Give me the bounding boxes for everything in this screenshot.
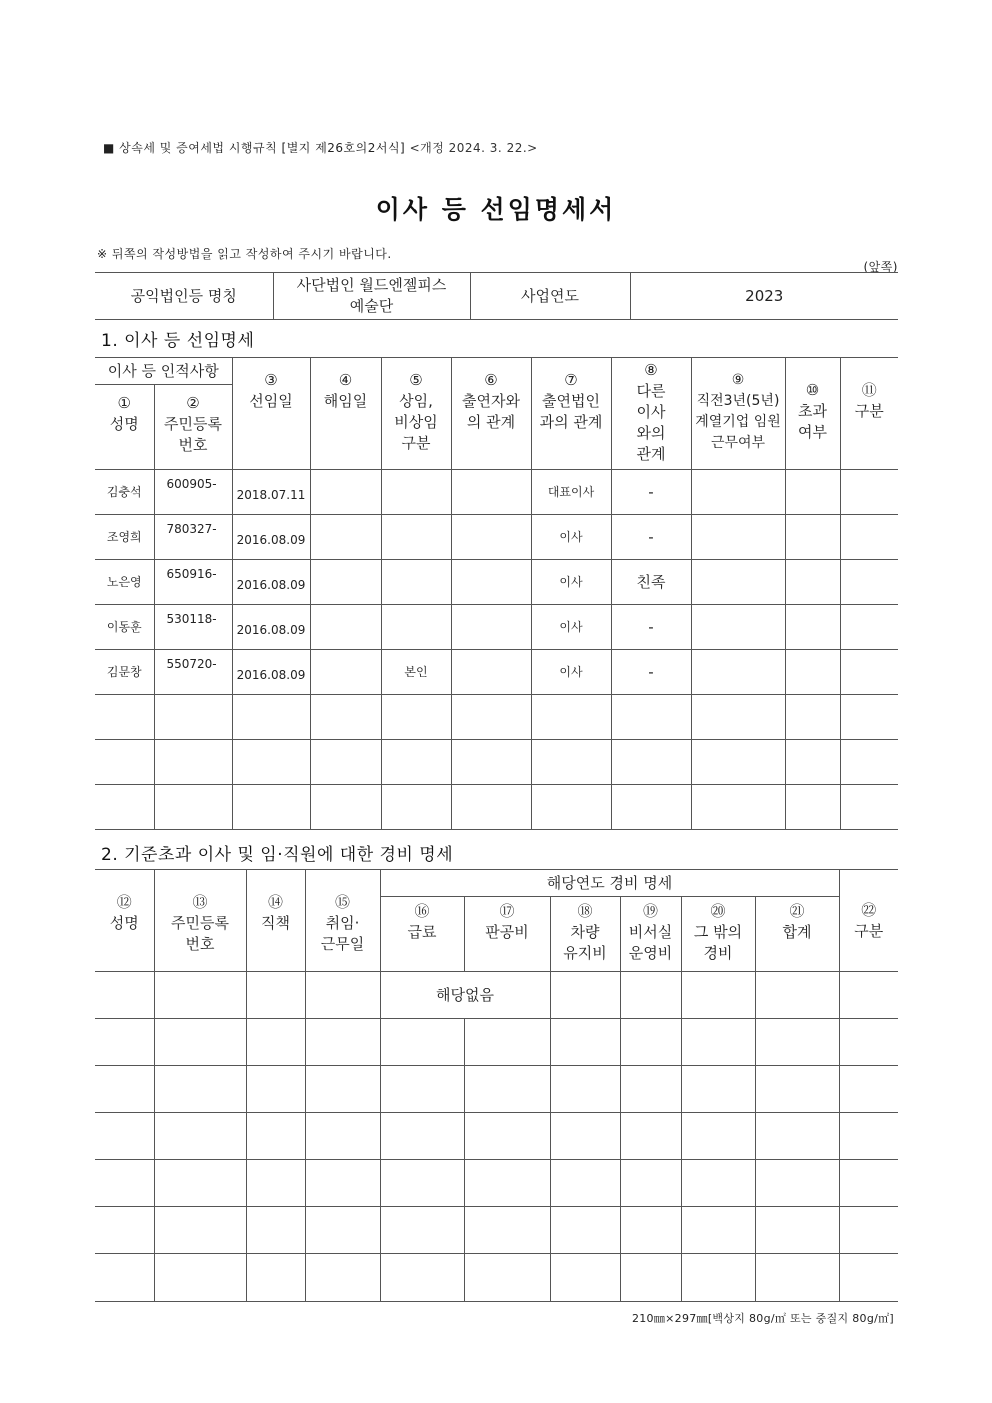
appointed-date: 2016.08.09 — [232, 605, 310, 650]
col-exceed-header: ⑩ 초과 여부 — [785, 358, 840, 470]
no-data-text: 해당없음 — [380, 972, 550, 1019]
director-table — [95, 357, 898, 830]
page-side-label: (앞쪽) — [863, 260, 898, 274]
table-row — [95, 605, 898, 650]
org-info-table — [95, 272, 898, 320]
empty-row — [95, 1066, 898, 1113]
org-name: 사단법인 월드엔젤피스 예술단 — [273, 273, 470, 320]
col-category-header: ⑪ 구분 — [840, 358, 898, 470]
col-name-header: ① 성명 — [95, 385, 154, 470]
director-type — [381, 605, 451, 650]
director-type: 본인 — [381, 650, 451, 695]
col-corp-rel-header: ⑦ 출연법인 과의 관계 — [531, 358, 611, 470]
col-other-rel-header: ⑧ 다른 이사 와의 관계 — [611, 358, 691, 470]
year-label: 사업연도 — [470, 273, 630, 320]
category — [840, 470, 898, 515]
section1-title: 1. 이사 등 선임명세 — [101, 331, 255, 351]
donor-relation — [451, 560, 531, 605]
empty-row — [95, 1113, 898, 1160]
dismissed-date — [310, 650, 381, 695]
expense-table — [95, 869, 898, 1302]
exceed-status — [785, 470, 840, 515]
exceed-status — [785, 560, 840, 605]
exceed-status — [785, 605, 840, 650]
col-tenure-header: ⑮ 취임· 근무일 — [305, 870, 380, 972]
personal-info-header: 이사 등 인적사항 — [95, 358, 232, 385]
other-director-relation: 친족 — [611, 560, 691, 605]
donor-relation — [451, 650, 531, 695]
table-row — [95, 515, 898, 560]
category — [840, 560, 898, 605]
donor-relation — [451, 470, 531, 515]
category — [840, 515, 898, 560]
col-affiliate-header: ⑨ 직전3년(5년) 계열기업 임원 근무여부 — [691, 358, 785, 470]
director-name: 조영희 — [95, 515, 154, 560]
affiliate-status — [691, 470, 785, 515]
other-director-relation: - — [611, 515, 691, 560]
director-name: 김문창 — [95, 650, 154, 695]
director-rrn: 550720- — [154, 650, 232, 695]
dismissed-date — [310, 560, 381, 605]
exceed-status — [785, 515, 840, 560]
empty-row — [95, 785, 898, 830]
dismissed-date — [310, 470, 381, 515]
empty-row — [95, 740, 898, 785]
other-director-relation: - — [611, 605, 691, 650]
corp-relation: 이사 — [531, 605, 611, 650]
col-name-header: ⑫ 성명 — [95, 870, 154, 972]
director-type — [381, 470, 451, 515]
empty-row — [95, 695, 898, 740]
director-name: 이동훈 — [95, 605, 154, 650]
appointed-date: 2018.07.11 — [232, 470, 310, 515]
table-row — [95, 650, 898, 695]
category — [840, 605, 898, 650]
empty-row — [95, 1254, 898, 1302]
appointed-date: 2016.08.09 — [232, 560, 310, 605]
col-secretary-header: ⑲ 비서실 운영비 — [620, 897, 681, 972]
expense-group-header: 해당연도 경비 명세 — [380, 870, 839, 897]
donor-relation — [451, 515, 531, 560]
col-dismissed-header: ④ 해임일 — [310, 358, 381, 470]
appointed-date: 2016.08.09 — [232, 515, 310, 560]
appointed-date: 2016.08.09 — [232, 650, 310, 695]
year-value: 2023 — [630, 273, 898, 320]
director-name: 노은영 — [95, 560, 154, 605]
col-expense-account-header: ⑰ 판공비 — [464, 897, 550, 972]
col-appointed-header: ③ 선임일 — [232, 358, 310, 470]
col-category-header: ㉒ 구분 — [839, 870, 898, 972]
dismissed-date — [310, 515, 381, 560]
table-row — [95, 560, 898, 605]
director-rrn: 530118- — [154, 605, 232, 650]
director-rrn: 780327- — [154, 515, 232, 560]
empty-row — [95, 1207, 898, 1254]
org-label: 공익법인등 명칭 — [95, 273, 273, 320]
corp-relation: 대표이사 — [531, 470, 611, 515]
table-row — [95, 972, 898, 1019]
exceed-status — [785, 650, 840, 695]
empty-row — [95, 1160, 898, 1207]
category — [840, 650, 898, 695]
legal-reference — [103, 139, 538, 156]
legal-ref-text: ■ 상속세 및 증여세법 시행규칙 [별지 제26호의2서식] — [103, 141, 406, 155]
other-director-relation: - — [611, 650, 691, 695]
corp-relation: 이사 — [531, 650, 611, 695]
col-other-expense-header: ⑳ 그 밖의 경비 — [681, 897, 755, 972]
director-rrn: 650916- — [154, 560, 232, 605]
donor-relation — [451, 605, 531, 650]
affiliate-status — [691, 650, 785, 695]
col-rrn-header: ② 주민등록 번호 — [154, 385, 232, 470]
col-type-header: ⑤ 상임, 비상임 구분 — [381, 358, 451, 470]
col-vehicle-header: ⑱ 차량 유지비 — [550, 897, 620, 972]
affiliate-status — [691, 605, 785, 650]
director-name: 김충석 — [95, 470, 154, 515]
dismissed-date — [310, 605, 381, 650]
col-total-header: ㉑ 합계 — [755, 897, 839, 972]
instruction-note: ※ 뒤쪽의 작성방법을 읽고 작성하여 주시기 바랍니다. — [97, 247, 392, 261]
affiliate-status — [691, 515, 785, 560]
other-director-relation: - — [611, 470, 691, 515]
paper-spec: 210㎜×297㎜[백상지 80g/㎡ 또는 중질지 80g/㎡] — [631, 1312, 894, 1325]
empty-row — [95, 1019, 898, 1066]
table-row — [95, 470, 898, 515]
col-position-header: ⑭ 직책 — [246, 870, 305, 972]
col-donor-rel-header: ⑥ 출연자와 의 관계 — [451, 358, 531, 470]
director-type — [381, 515, 451, 560]
page-title: 이사 등 선임명세서 — [375, 195, 617, 224]
revision-date: <개정 2024. 3. 22.> — [409, 141, 538, 155]
corp-relation: 이사 — [531, 560, 611, 605]
affiliate-status — [691, 560, 785, 605]
corp-relation: 이사 — [531, 515, 611, 560]
col-rrn-header: ⑬ 주민등록 번호 — [154, 870, 246, 972]
director-type — [381, 560, 451, 605]
section2-title: 2. 기준초과 이사 및 임·직원에 대한 경비 명세 — [101, 845, 454, 865]
director-rrn: 600905- — [154, 470, 232, 515]
col-salary-header: ⑯ 급료 — [380, 897, 464, 972]
